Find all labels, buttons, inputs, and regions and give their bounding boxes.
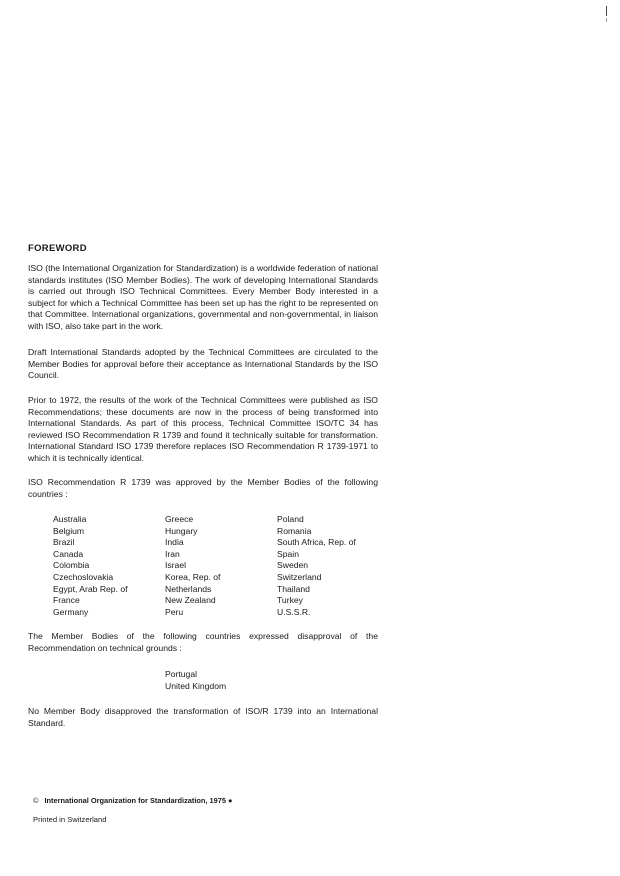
list-item: Egypt, Arab Rep. of <box>53 583 128 594</box>
list-item: South Africa, Rep. of <box>277 537 356 548</box>
disapproving-countries-list <box>165 669 226 692</box>
list-item: Israel <box>165 560 187 571</box>
margin-mark <box>606 6 607 16</box>
disapproval-intro-paragraph: The Member Bodies of the following countries expressed disapproval of the Recommendation on technical grounds : <box>28 631 378 653</box>
copyright-icon: © <box>33 796 39 805</box>
list-item: Canada <box>53 548 84 559</box>
countries-column-3 <box>277 514 356 618</box>
list-item: Switzerland <box>277 571 322 582</box>
copyright-text: International Organization for Standardization, 1975 ● <box>44 796 233 805</box>
foreword-paragraph-1: ISO (the International Organization for Standardization) is a worldwide federation of national standards institutes (ISO Member Bodies). The work of developing International Standards is carried out through ISO Technical Committees. Every Member Body interested in a subject for which a Technical Committee has been set up has the right to be represented on that Committee. International organizations, governmental and non-governmental, in liaison with ISO, also take part in the work. <box>28 263 378 331</box>
list-item: Korea, Rep. of <box>165 571 221 582</box>
list-item: Germany <box>53 606 89 617</box>
page-title: FOREWORD <box>28 243 87 254</box>
foreword-paragraph-3: Prior to 1972, the results of the work of the Technical Committees were published as ISO Recommendations; these documents are now in the process of being transformed into International Standards. As part of this process, Technical Committee ISO/TC 34 has reviewed ISO Recommendation R 1739 and found it technically suitable for transformation. International Standard ISO 1739 therefore replaces ISO Recommendation R 1739-1971 to which it is technically identical. <box>28 395 378 463</box>
list-item: Portugal <box>165 669 198 679</box>
list-item: Netherlands <box>165 583 212 594</box>
list-item: Hungary <box>165 525 198 536</box>
list-item: Peru <box>165 606 184 617</box>
list-item: Sweden <box>277 560 309 571</box>
list-item: Romania <box>277 525 312 536</box>
list-item: Colombia <box>53 560 90 571</box>
list-item: Poland <box>277 514 304 524</box>
foreword-paragraph-2: Draft International Standards adopted by the Technical Committees are circulated to the Member Bodies for approval before their acceptance as International Standards by the ISO Council. <box>28 347 378 380</box>
list-item: Turkey <box>277 595 303 606</box>
list-item: Spain <box>277 548 299 559</box>
list-item: Belgium <box>53 525 85 536</box>
list-item: Australia <box>53 514 87 524</box>
countries-column-2 <box>165 514 220 618</box>
countries-column-1 <box>53 514 128 618</box>
printed-in-notice: Printed in Switzerland <box>33 815 107 824</box>
transformation-note-paragraph: No Member Body disapproved the transformation of ISO/R 1739 into an International Standard. <box>28 706 378 728</box>
list-item: France <box>53 595 80 606</box>
list-item: Greece <box>165 514 194 524</box>
margin-mark-small <box>606 18 607 22</box>
list-item: Thailand <box>277 583 310 594</box>
list-item: U.S.S.R. <box>277 606 311 617</box>
list-item: New Zealand <box>165 595 216 606</box>
copyright-notice <box>33 796 232 805</box>
list-item: India <box>165 537 184 548</box>
approval-intro-paragraph: ISO Recommendation R 1739 was approved by the Member Bodies of the following countries : <box>28 477 378 499</box>
list-item: Brazil <box>53 537 75 548</box>
list-item: Czechoslovakia <box>53 571 114 582</box>
list-item: United Kingdom <box>165 680 227 691</box>
list-item: Iran <box>165 548 180 559</box>
